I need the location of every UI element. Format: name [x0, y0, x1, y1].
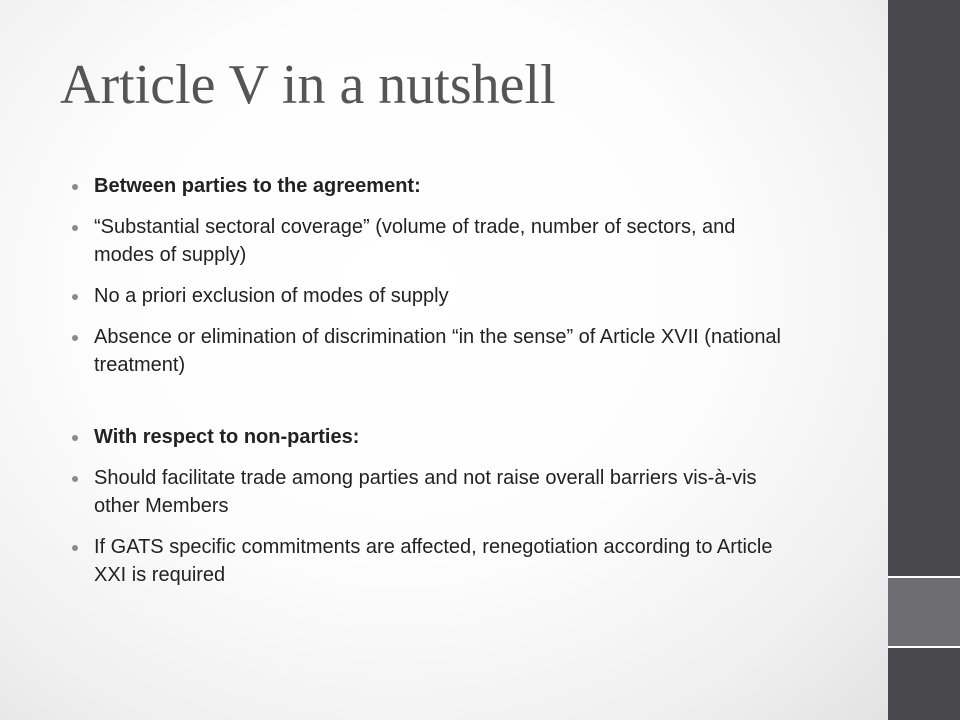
bullet-dot-icon — [72, 335, 78, 341]
bullet-text: With respect to non-parties: — [94, 426, 360, 448]
slide-title: Article V in a nutshell — [60, 54, 556, 116]
bullet-text: Absence or elimination of discrimination “in the sense” of Article XVII (national treatment) — [94, 326, 782, 376]
bullet-item — [72, 533, 792, 589]
bullet-list — [72, 172, 792, 602]
sidebar-decoration-top — [888, 0, 960, 576]
bullet-text: If GATS specific commitments are affected, renegotiation according to Article XXI is required — [94, 536, 773, 586]
bullet-text: “Substantial sectoral coverage” (volume of trade, number of sectors, and modes of supply) — [94, 216, 736, 266]
sidebar-decoration-accent — [888, 578, 960, 646]
bullet-item — [72, 172, 792, 200]
bullet-item — [72, 213, 792, 269]
bullet-dot-icon — [72, 225, 78, 231]
bullet-dot-icon — [72, 184, 78, 190]
sidebar-decoration-bottom — [888, 648, 960, 720]
bullet-text: No a priori exclusion of modes of supply — [94, 285, 449, 307]
bullet-dot-icon — [72, 294, 78, 300]
bullet-dot-icon — [72, 476, 78, 482]
bullet-item — [72, 423, 792, 451]
bullet-item — [72, 464, 792, 520]
bullet-text: Should facilitate trade among parties and not raise overall barriers vis-à-vis other Members — [94, 467, 757, 517]
bullet-item — [72, 282, 792, 310]
bullet-item — [72, 323, 792, 379]
bullet-dot-icon — [72, 435, 78, 441]
bullet-dot-icon — [72, 545, 78, 551]
bullet-text: Between parties to the agreement: — [94, 175, 421, 197]
